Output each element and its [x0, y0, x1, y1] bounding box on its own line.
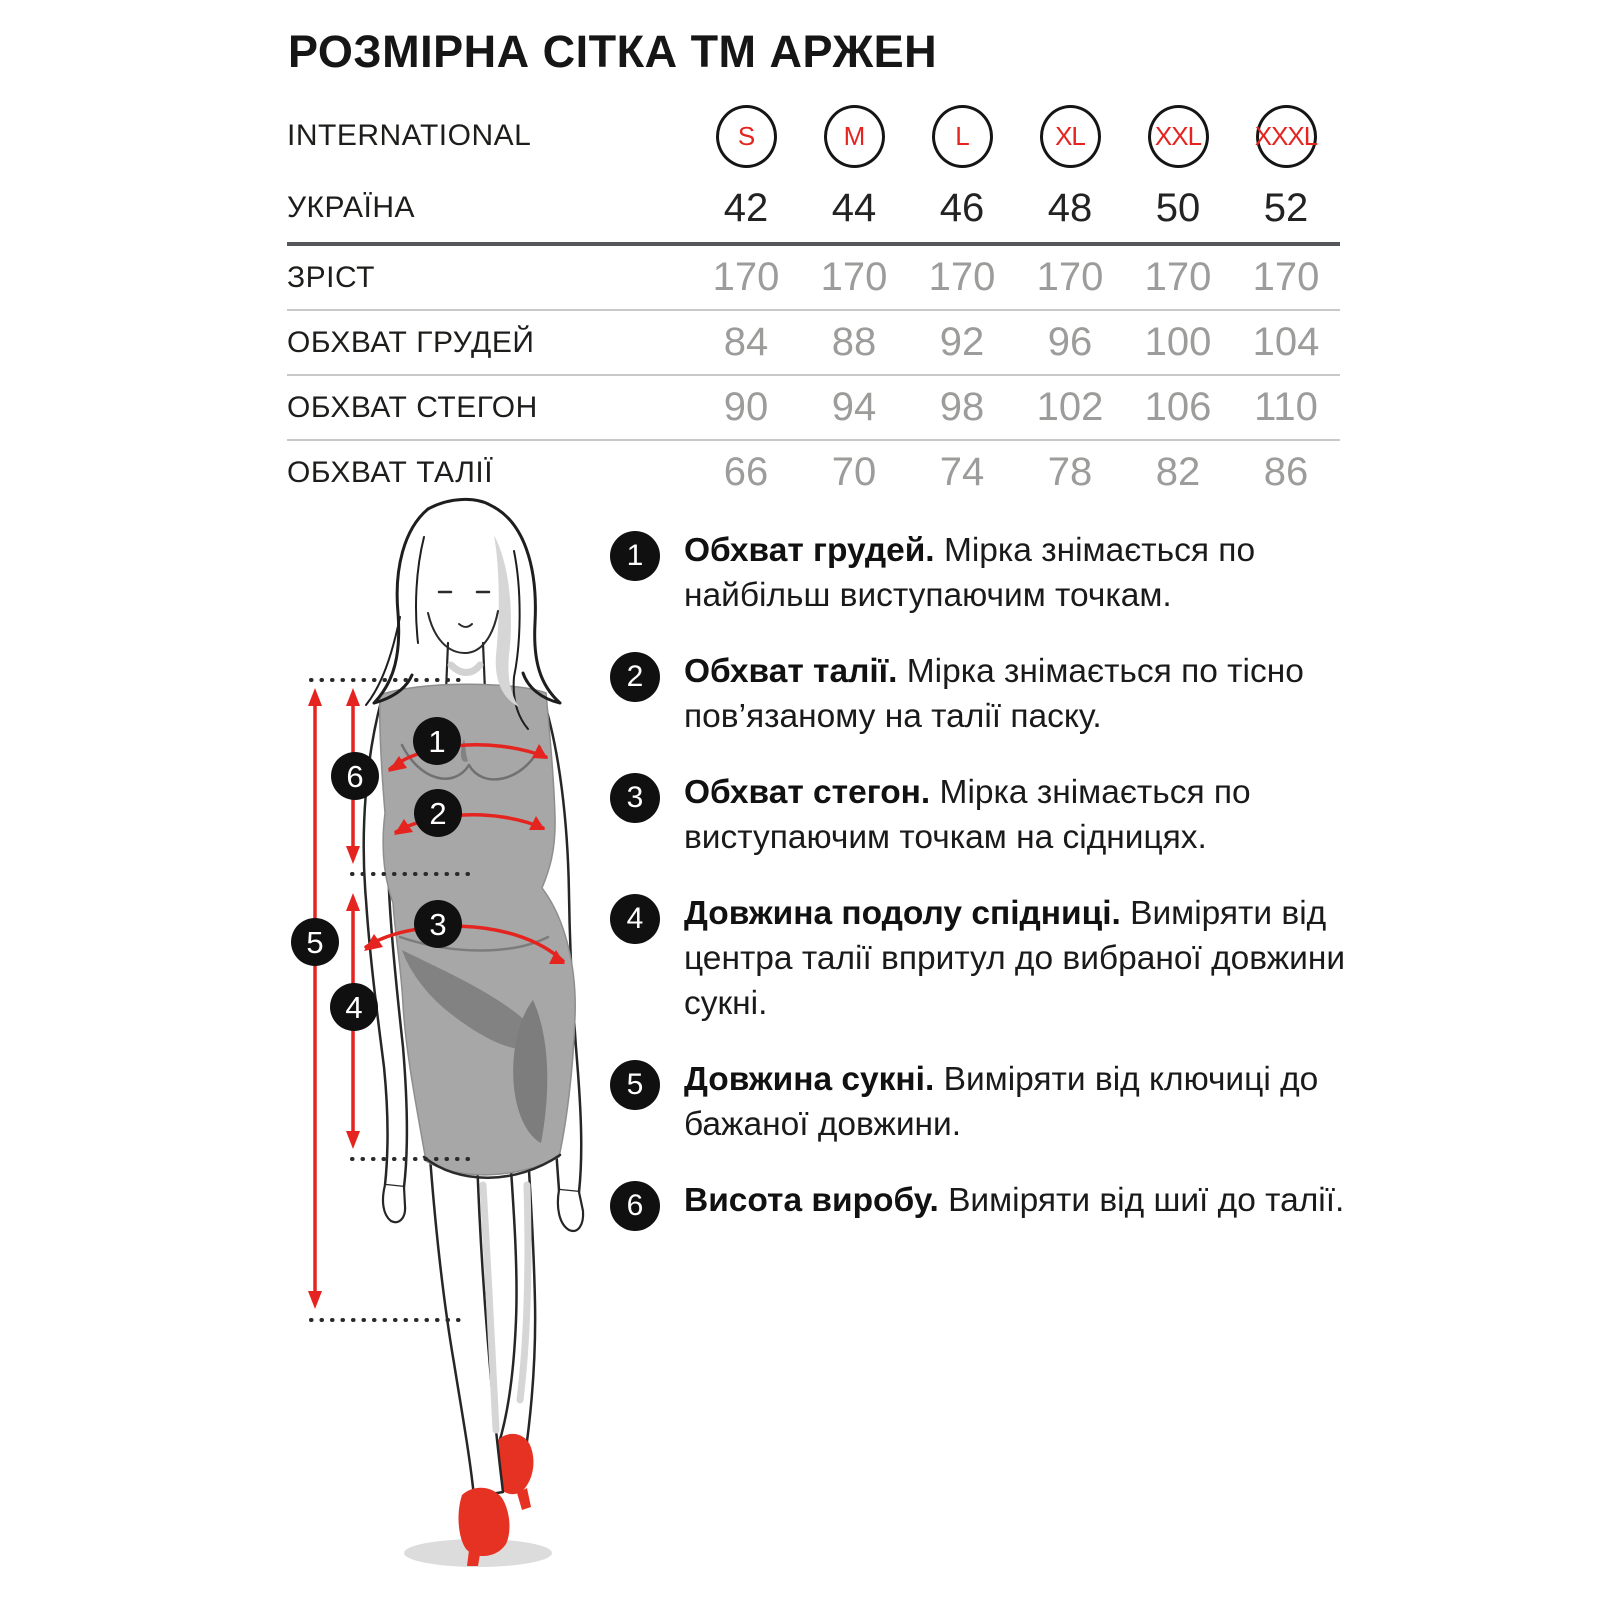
- legend-term: Довжина сукні.: [684, 1061, 935, 1098]
- figure-marker-1: [413, 717, 461, 765]
- figure-marker-3: [414, 900, 462, 948]
- row-label: ОБХВАТ СТЕГОН: [287, 390, 538, 424]
- value-cell: 100: [1144, 320, 1212, 364]
- table-row-height: [287, 242, 1340, 309]
- value-cell: 102: [1036, 385, 1104, 429]
- value-cell: 110: [1254, 385, 1318, 429]
- legend-number-badge: 4: [610, 894, 660, 944]
- measurement-figure: [278, 495, 638, 1595]
- legend-term: Обхват грудей.: [684, 532, 935, 569]
- legend-description: Виміряти від шиї до талії.: [948, 1182, 1345, 1219]
- value-cell: 78: [1047, 450, 1093, 494]
- value-cell: 170: [820, 255, 888, 299]
- value-cell: 170: [712, 255, 780, 299]
- measurement-legend: [610, 528, 1360, 1262]
- size-badge-xxl: [1148, 105, 1209, 168]
- legend-description: Виміряти від центра талії впритул до вибраної довжини сукні.: [684, 895, 1346, 1022]
- value-cell: 104: [1252, 320, 1320, 364]
- ua-size-cell: 48: [1047, 185, 1093, 230]
- legend-text: [684, 1178, 1344, 1231]
- legend-number-badge: 5: [610, 1060, 660, 1110]
- table-row-ukraine: [287, 174, 1340, 242]
- page-title: РОЗМІРНА СІТКА ТМ АРЖЕН: [288, 26, 938, 77]
- legend-number-badge: 6: [610, 1181, 660, 1231]
- ua-size-cell: 46: [939, 185, 985, 230]
- size-table: [287, 98, 1340, 504]
- value-cell: 170: [1036, 255, 1104, 299]
- row-label: ОБХВАТ ТАЛІЇ: [287, 455, 494, 489]
- value-cell: 84: [723, 320, 769, 364]
- legend-number-badge: 2: [610, 652, 660, 702]
- legend-text: [684, 649, 1360, 739]
- legend-description: Мірка знімається по виступаючим точкам на сідницях.: [684, 774, 1251, 856]
- legend-term: Висота виробу.: [684, 1182, 939, 1219]
- row-label-ukraine: УКРАЇНА: [287, 191, 416, 224]
- row-label: ОБХВАТ ГРУДЕЙ: [287, 325, 535, 359]
- svg-text:3: 3: [429, 907, 447, 942]
- value-cell: 170: [1252, 255, 1320, 299]
- size-badge-s: [716, 105, 777, 168]
- legend-text: [684, 1057, 1360, 1147]
- value-cell: 98: [939, 385, 985, 429]
- value-cell: 94: [831, 385, 877, 429]
- svg-text:5: 5: [306, 925, 324, 960]
- size-letter: M: [843, 121, 865, 151]
- legend-item-dress-length: [610, 1057, 1360, 1147]
- legend-number-badge: 1: [610, 531, 660, 581]
- legend-item-bust: [610, 528, 1360, 618]
- woman-sketch: [364, 499, 583, 1567]
- value-cell: 88: [831, 320, 877, 364]
- value-cell: 106: [1144, 385, 1212, 429]
- svg-text:1: 1: [428, 724, 446, 759]
- size-badge-xl: [1040, 105, 1101, 168]
- value-cell: 96: [1047, 320, 1093, 364]
- ua-size-cell: 50: [1155, 185, 1201, 230]
- figure-marker-4: [330, 983, 378, 1031]
- legend-item-waist: [610, 649, 1360, 739]
- value-cell: 66: [723, 450, 769, 494]
- figure-marker-2: [414, 789, 462, 837]
- legend-item-product-height: [610, 1178, 1360, 1231]
- ua-size-cell: 52: [1263, 185, 1309, 230]
- size-badge-l: [932, 105, 993, 168]
- row-label: ЗРІСТ: [287, 260, 375, 294]
- legend-text: [684, 891, 1360, 1026]
- ua-size-cell: 44: [831, 185, 877, 230]
- value-cell: 82: [1155, 450, 1201, 494]
- figure-marker-6: [331, 752, 379, 800]
- value-cell: 74: [939, 450, 985, 494]
- size-letter: L: [955, 121, 969, 151]
- size-badge-m: [824, 105, 885, 168]
- table-row-international: [287, 98, 1340, 174]
- legend-text: [684, 770, 1360, 860]
- legend-description: Виміряти від ключиці до бажаної довжини.: [684, 1061, 1319, 1143]
- size-letter: XXL: [1154, 121, 1202, 151]
- size-badge-xxxl: [1256, 105, 1317, 168]
- legend-term: Обхват стегон.: [684, 774, 931, 811]
- legend-text: [684, 528, 1360, 618]
- value-cell: 170: [1144, 255, 1212, 299]
- svg-text:6: 6: [346, 759, 364, 794]
- table-row-hips: [287, 374, 1340, 439]
- table-row-bust: [287, 309, 1340, 374]
- legend-description: Мірка знімається по найбільш виступаючим точкам.: [684, 532, 1256, 614]
- size-letter: S: [737, 121, 755, 151]
- legend-description: Мірка знімається по тісно пов’язаному на талії паску.: [684, 653, 1304, 735]
- legend-term: Довжина подолу спідниці.: [684, 895, 1121, 932]
- size-letter: XL: [1055, 121, 1085, 151]
- legend-number-badge: 3: [610, 773, 660, 823]
- ua-size-cell: 42: [723, 185, 769, 230]
- value-cell: 86: [1263, 450, 1309, 494]
- size-letter: XXXL: [1254, 121, 1318, 151]
- row-label-international: INTERNATIONAL: [287, 119, 532, 152]
- figure-marker-5: [291, 918, 339, 966]
- legend-term: Обхват талії.: [684, 653, 898, 690]
- svg-text:4: 4: [345, 990, 363, 1025]
- value-cell: 92: [939, 320, 985, 364]
- woman-sketch-svg: [278, 495, 638, 1595]
- value-cell: 170: [928, 255, 996, 299]
- value-cell: 70: [831, 450, 877, 494]
- value-cell: 90: [723, 385, 769, 429]
- legend-item-hips: [610, 770, 1360, 860]
- svg-text:2: 2: [429, 796, 447, 831]
- legend-item-skirt-length: [610, 891, 1360, 1026]
